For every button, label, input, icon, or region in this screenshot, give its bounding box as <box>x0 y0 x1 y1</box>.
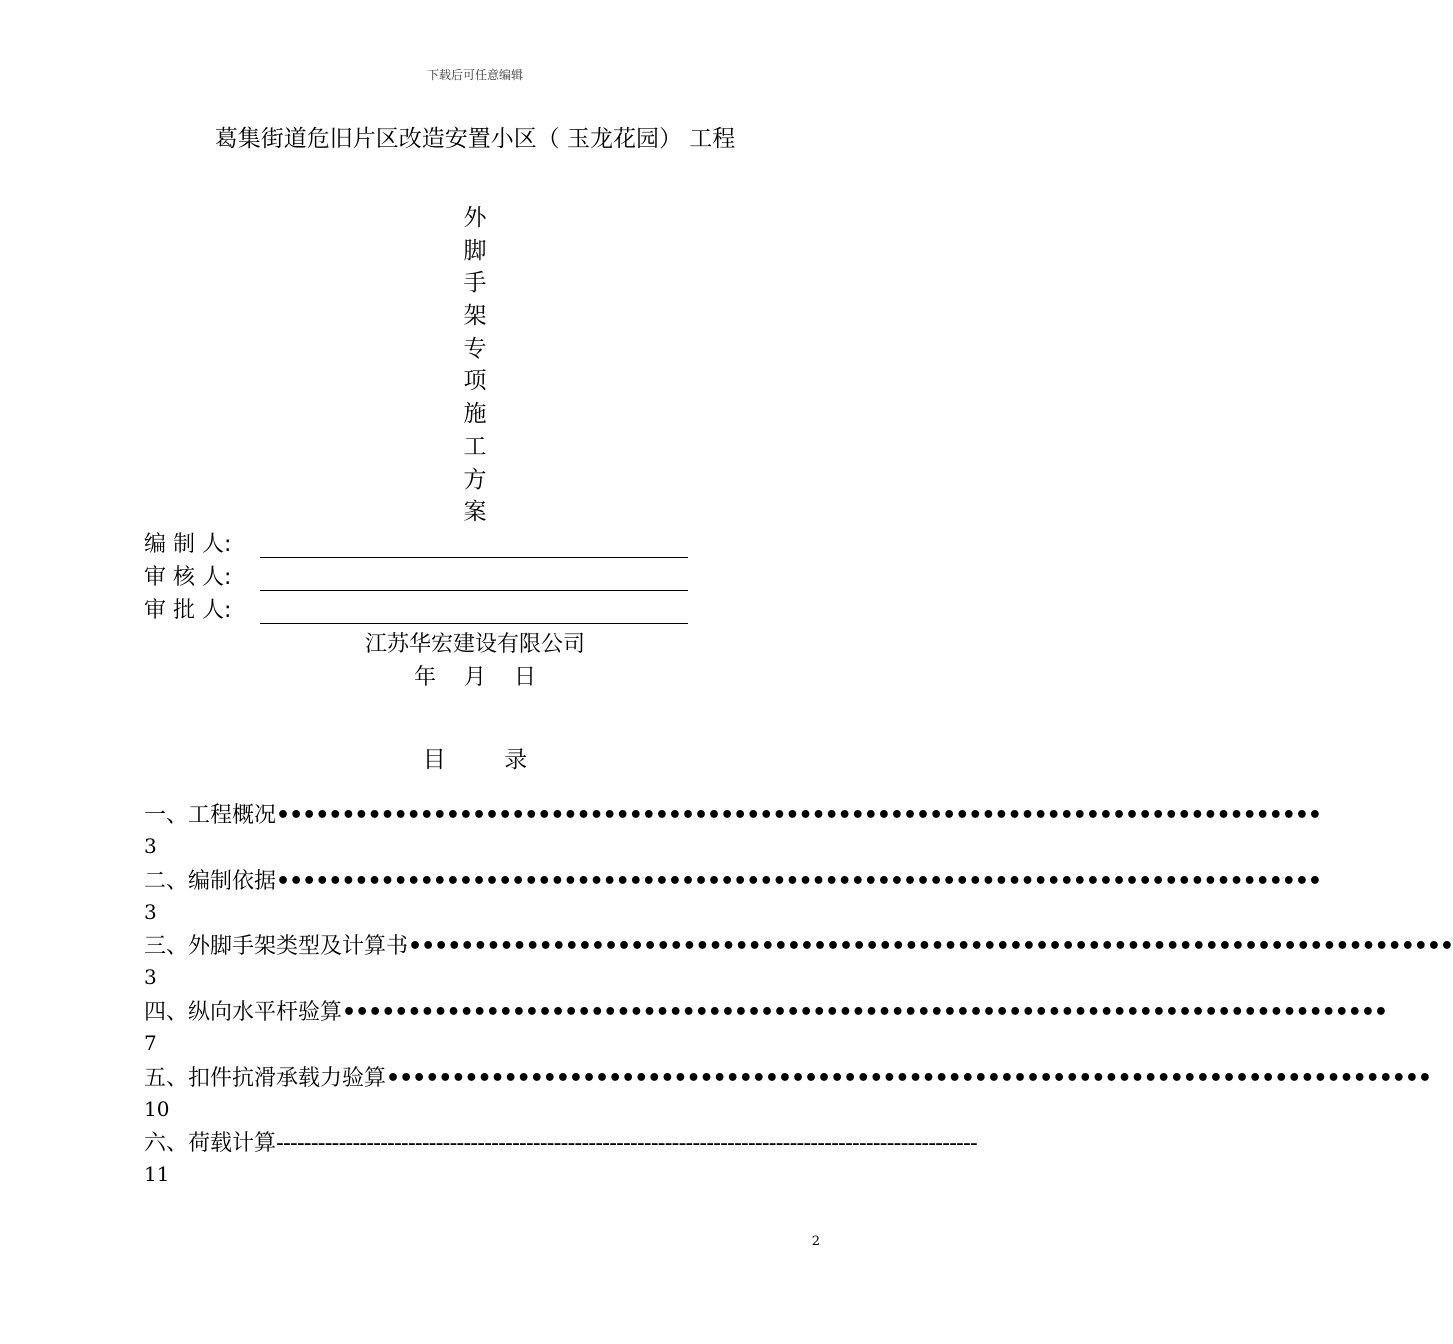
toc-entry[interactable] <box>144 995 1387 1059</box>
signature-row-compiler <box>144 528 688 558</box>
toc-entry-text: 编制依据 <box>188 869 277 894</box>
document-title <box>445 202 505 529</box>
toc-entry[interactable] <box>144 1061 1431 1125</box>
toc-entry-number: 四、 <box>144 1000 189 1025</box>
date-line: 年 月 日 <box>414 665 536 690</box>
document-title-char: 项 <box>463 368 487 395</box>
toc-entry-text: 纵向水平杆验算 <box>188 1000 343 1025</box>
toc-entry-page: 7 <box>144 1031 157 1055</box>
toc-entry-page: 3 <box>144 900 157 924</box>
toc-leader-dots: •••••••••••••••••••••••••••••••••••••••••••••••••••••••••••••••••••••••••••••••• <box>276 803 1321 828</box>
header-note: 下载后可任意编辑 <box>426 68 523 82</box>
signature-row-approver <box>144 594 688 624</box>
toc-entry[interactable] <box>144 864 1321 928</box>
toc-title: 目 录 <box>422 747 528 773</box>
toc-entry-page: 3 <box>144 834 157 858</box>
toc-leader-dots: •••••••••••••••••••••••••••••••••••••••••••••••••••••••••••••••••••••••••••••••• <box>408 934 1453 959</box>
toc-entry-text: 工程概况 <box>188 803 277 828</box>
toc-entry-number: 六、 <box>144 1131 189 1156</box>
toc-entry-number: 二、 <box>144 869 189 894</box>
document-title-char: 工 <box>463 433 487 460</box>
document-title-char: 手 <box>463 270 487 297</box>
document-title-char: 专 <box>463 335 487 362</box>
toc-entry-text: 外脚手架类型及计算书 <box>188 934 409 959</box>
signature-row-reviewer <box>144 561 688 591</box>
toc-entry-page: 3 <box>144 965 157 989</box>
toc-entry[interactable] <box>144 1126 977 1190</box>
toc-entry-text: 荷载计算 <box>188 1131 277 1156</box>
toc-entry-number: 三、 <box>144 934 189 959</box>
signature-label: 编 制 人: <box>144 532 232 557</box>
signature-line <box>260 535 688 558</box>
signature-line <box>260 601 688 624</box>
toc-leader-dots: •••••••••••••••••••••••••••••••••••••••••••••••••••••••••••••••••••••••••••••••• <box>342 1000 1387 1025</box>
toc-entry-number: 一、 <box>144 803 189 828</box>
document-title-char: 方 <box>463 466 487 493</box>
company-name: 江苏华宏建设有限公司 <box>364 632 585 657</box>
project-title: 葛集街道危旧片区改造安置小区（ 玉龙花园） 工程 <box>214 126 736 152</box>
document-title-char: 施 <box>463 401 487 428</box>
toc-entry[interactable] <box>144 798 1321 862</box>
toc-entry-page: 11 <box>144 1162 170 1186</box>
toc-leader-dots: •••••••••••••••••••••••••••••••••••••••••••••••••••••••••••••••••••••••••••••••• <box>276 869 1321 894</box>
page-number: 2 <box>811 1234 820 1249</box>
document-title-char: 外 <box>463 205 487 231</box>
toc-entry-page: 10 <box>144 1097 170 1121</box>
toc-leader-dots: •••••••••••••••••••••••••••••••••••••••••••••••••••••••••••••••••••••••••••••••• <box>386 1066 1431 1091</box>
signature-line <box>260 568 688 591</box>
toc-leader-dashes: ----------------------------------------------------------------------------------------------------- <box>276 1131 977 1156</box>
signature-label: 审 核 人: <box>144 565 232 590</box>
toc-entry-number: 五、 <box>144 1066 189 1091</box>
document-title-char: 架 <box>463 303 487 330</box>
toc-entry-text: 扣件抗滑承载力验算 <box>188 1066 387 1091</box>
signature-label: 审 批 人: <box>144 598 232 623</box>
toc-entry[interactable] <box>144 929 1453 993</box>
document-title-char: 脚 <box>463 237 487 264</box>
document-title-char: 案 <box>463 499 487 526</box>
